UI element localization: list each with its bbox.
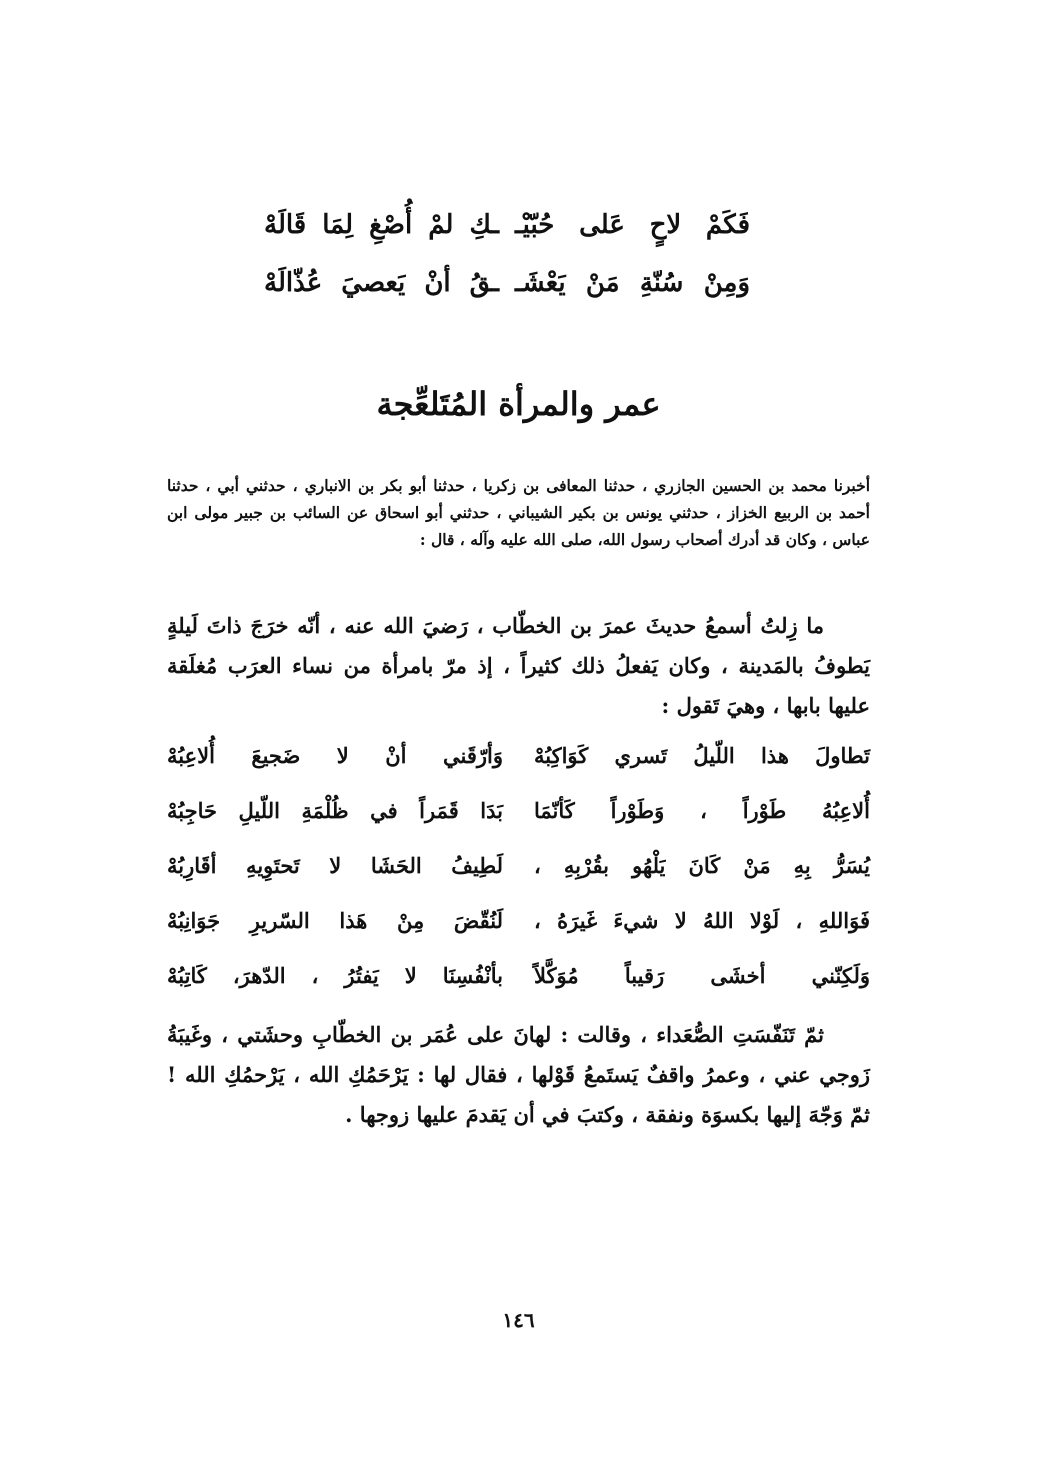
verse-second-hemistich: وَأرّقَني أنْ لا ضَجيعَ أُلاعِبُهْ xyxy=(167,743,503,768)
poem-verse-line xyxy=(167,963,870,1018)
verse-second-hemistich: بَدَا قَمَراً في ظُلْمَةِ اللّيلِ حَاجِبُهْ xyxy=(167,798,503,823)
verse-first-hemistich: فَوَاللهِ ، لَوْلا اللهُ لا شيءَ غَيرَهُ ، xyxy=(534,908,870,933)
poem-verse-line xyxy=(167,908,870,963)
verse-second-hemistich: لَطِيفُ الحَشَا لا تَحتَوِيهِ أقَارِبُهْ xyxy=(167,853,503,878)
verse-second-hemistich: ـقُ أنْ يَعصيَ عُذّالَهْ xyxy=(264,268,499,298)
verse-first-hemistich: تَطاولَ هذا اللّيلُ تَسري كَوَاكِبُهْ xyxy=(534,743,870,768)
poem-verse-line xyxy=(167,853,870,908)
chain-of-narration: أخبرنا محمد بن الحسين الجازري ، حدثنا المعافى بن زكريا ، حدثنا أبو بكر بن الانباري ، حدثني أبي ، حدثنا أحمد بن الربيع الخزاز ، حدثني يونس بن بكير الشيباني ، حدثني أبو اسحاق عن السائب بن جبير مولى ابن عباس ، وكان قد أدرك أصحاب رسول الله، صلى الله عليه وآله ، قال : xyxy=(167,476,870,549)
section-title: عمر والمرأة المُتَلعِّجة xyxy=(376,385,661,423)
poem xyxy=(167,743,870,1018)
verse-second-hemistich: لَنُقّضَ مِنْ هَذا السّريرِ جَوَانِبُهْ xyxy=(167,908,503,933)
verse-first-hemistich: وَلَكِنّني أخشَى رَقيباً مُوَكَّلاً xyxy=(534,963,870,988)
verse-first-hemistich: يُسَرُّ بِهِ مَنْ كَانَ يَلْهُو بقُرْبِهِ ، xyxy=(534,853,870,878)
verse-second-hemistich: بأنْفُسِنَا لا يَفتُرُ ، الدّهرَ، كَاتِبُهْ xyxy=(167,963,503,988)
page-number: ١٤٦ xyxy=(502,1308,535,1332)
poem-verse-line xyxy=(167,798,870,853)
verse-first-hemistich: أُلاعِبُهُ طَوْراً ، وَطَوْراً كَأنّمَا xyxy=(534,798,870,823)
top-verse-line xyxy=(264,268,750,298)
top-verse-line xyxy=(264,210,750,240)
poem-verse-line xyxy=(167,743,870,798)
narrative-paragraph: ثمّ تَنَفّسَتِ الصُّعَداء ، وقالت : لهانَ على عُمَر بن الخطّابِ وحشَتي ، وغَيبَةُ زَوجي عني ، وعمرُ واقفٌ يَستَمعُ قَوْلها ، فقال لها : يَرْحَمُكِ الله ، يَرْحمُكِ الله ! ثمّ وَجّهَ إليها بكسوَة ونفقة ، وكتبَ في أن يَقدمَ عليها زوجها . xyxy=(167,1022,870,1127)
verse-first-hemistich: وَمِنْ سُنّةِ مَنْ يَعْشَـ xyxy=(515,268,750,298)
verse-first-hemistich: فَكَمْ لاحٍ عَلى حُبّيْـ xyxy=(515,210,750,240)
verse-second-hemistich: ـكِ لمْ أُصْغِ لِمَا قَالَهْ xyxy=(264,210,499,240)
narrative-paragraph: ما زِلتُ أسمعُ حديثَ عمرَ بن الخطّاب ، رَضيَ الله عنه ، أنّه خرَجَ ذاتَ لَيلةٍ يَطوفُ بالمَدينة ، وكان يَفعلُ ذلك كثيراً ، إذ مرّ بامرأة من نساء العرَب مُغلَقة عليها بابها ، وهيَ تَقول : xyxy=(167,613,870,718)
